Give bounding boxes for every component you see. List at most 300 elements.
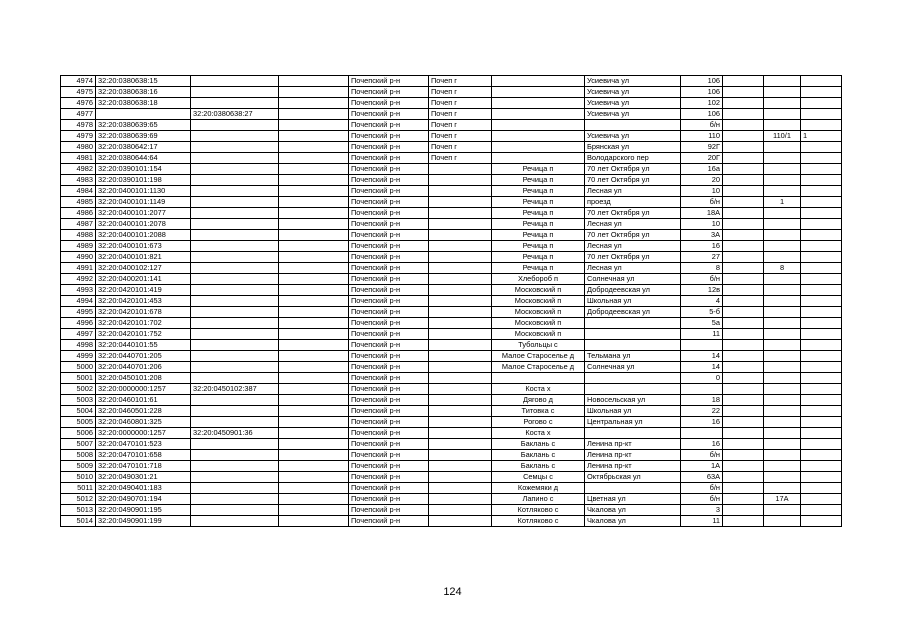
street-cell: Усиевича ул: [585, 87, 681, 98]
building-cell: [723, 219, 764, 230]
settlement-cell: Котляково с: [492, 516, 585, 527]
cadastral-number-alt-cell: [191, 208, 279, 219]
street-cell: 70 лет Октября ул: [585, 252, 681, 263]
cadastral-number-alt-cell: [191, 87, 279, 98]
settlement-cell: Московский п: [492, 318, 585, 329]
building-cell: [723, 428, 764, 439]
city-cell: [429, 340, 492, 351]
cadastral-number-alt-cell: 32:20:0380638:27: [191, 109, 279, 120]
apartment-cell: [801, 296, 842, 307]
table-row: [61, 153, 842, 164]
cadastral-number-alt-cell: [191, 263, 279, 274]
district-cell: Почепский р-н: [349, 252, 429, 263]
house-extra-cell: [764, 98, 801, 109]
city-cell: [429, 362, 492, 373]
row-number-cell: 4979: [61, 131, 96, 142]
cadastral-number-cell: [96, 109, 191, 120]
cadastral-number-cell: 32:20:0470101:658: [96, 450, 191, 461]
street-cell: Солнечная ул: [585, 274, 681, 285]
house-extra-cell: [764, 461, 801, 472]
house-extra-cell: [764, 175, 801, 186]
apartment-cell: [801, 395, 842, 406]
apartment-cell: [801, 98, 842, 109]
street-cell: Солнечная ул: [585, 362, 681, 373]
row-number-cell: 5013: [61, 505, 96, 516]
blank-cell-cell: [279, 296, 349, 307]
building-cell: [723, 285, 764, 296]
house-extra-cell: [764, 395, 801, 406]
building-cell: [723, 516, 764, 527]
row-number-cell: 4976: [61, 98, 96, 109]
settlement-cell: Речица п: [492, 219, 585, 230]
table-row: [61, 109, 842, 120]
district-cell: Почепский р-н: [349, 450, 429, 461]
row-number-cell: 4974: [61, 76, 96, 87]
city-cell: [429, 307, 492, 318]
row-number-cell: 4977: [61, 109, 96, 120]
settlement-cell: Московский п: [492, 307, 585, 318]
apartment-cell: [801, 76, 842, 87]
row-number-cell: 5005: [61, 417, 96, 428]
settlement-cell: Речица п: [492, 208, 585, 219]
city-cell: [429, 252, 492, 263]
cadastral-number-cell: 32:20:0420101:453: [96, 296, 191, 307]
house-extra-cell: [764, 164, 801, 175]
settlement-cell: Баклань с: [492, 461, 585, 472]
blank-cell-cell: [279, 131, 349, 142]
district-cell: Почепский р-н: [349, 307, 429, 318]
apartment-cell: [801, 197, 842, 208]
cadastral-number-cell: 32:20:0380638:18: [96, 98, 191, 109]
cadastral-number-cell: 32:20:0400101:2088: [96, 230, 191, 241]
building-cell: [723, 483, 764, 494]
street-cell: Центральная ул: [585, 417, 681, 428]
apartment-cell: [801, 252, 842, 263]
house-extra-cell: [764, 241, 801, 252]
row-number-cell: 4975: [61, 87, 96, 98]
table-row: [61, 252, 842, 263]
district-cell: Почепский р-н: [349, 131, 429, 142]
row-number-cell: 4982: [61, 164, 96, 175]
house-extra-cell: [764, 472, 801, 483]
cadastral-number-cell: 32:20:0380638:15: [96, 76, 191, 87]
blank-cell-cell: [279, 395, 349, 406]
apartment-cell: [801, 417, 842, 428]
cadastral-number-alt-cell: 32:20:0450901:36: [191, 428, 279, 439]
cadastral-number-alt-cell: [191, 153, 279, 164]
house-extra-cell: 1: [764, 197, 801, 208]
street-cell: Тельмана ул: [585, 351, 681, 362]
building-cell: [723, 406, 764, 417]
street-cell: [585, 340, 681, 351]
cadastral-number-cell: 32:20:0460101:61: [96, 395, 191, 406]
district-cell: Почепский р-н: [349, 351, 429, 362]
house-number-cell: 63А: [681, 472, 723, 483]
settlement-cell: Коста х: [492, 428, 585, 439]
table-row: [61, 285, 842, 296]
table-row: [61, 417, 842, 428]
cadastral-number-alt-cell: [191, 439, 279, 450]
building-cell: [723, 153, 764, 164]
house-extra-cell: [764, 340, 801, 351]
cadastral-number-cell: 32:20:0400101:2078: [96, 219, 191, 230]
district-cell: Почепский р-н: [349, 76, 429, 87]
blank-cell-cell: [279, 274, 349, 285]
table-row: [61, 461, 842, 472]
street-cell: Усиевича ул: [585, 131, 681, 142]
building-cell: [723, 373, 764, 384]
house-number-cell: [681, 428, 723, 439]
blank-cell-cell: [279, 87, 349, 98]
district-cell: Почепский р-н: [349, 472, 429, 483]
city-cell: Почеп г: [429, 76, 492, 87]
house-number-cell: 16: [681, 241, 723, 252]
settlement-cell: Лапино с: [492, 494, 585, 505]
apartment-cell: [801, 461, 842, 472]
house-number-cell: 20Г: [681, 153, 723, 164]
settlement-cell: Московский п: [492, 296, 585, 307]
cadastral-number-cell: 32:20:0490901:195: [96, 505, 191, 516]
settlement-cell: [492, 153, 585, 164]
street-cell: [585, 120, 681, 131]
city-cell: Почеп г: [429, 153, 492, 164]
table-row: [61, 362, 842, 373]
city-cell: [429, 164, 492, 175]
district-cell: Почепский р-н: [349, 230, 429, 241]
district-cell: Почепский р-н: [349, 461, 429, 472]
table-row: [61, 120, 842, 131]
apartment-cell: [801, 263, 842, 274]
cadastral-number-alt-cell: [191, 450, 279, 461]
table-row: [61, 516, 842, 527]
district-cell: Почепский р-н: [349, 197, 429, 208]
apartment-cell: 1: [801, 131, 842, 142]
cadastral-number-cell: 32:20:0440701:206: [96, 362, 191, 373]
blank-cell-cell: [279, 362, 349, 373]
building-cell: [723, 208, 764, 219]
house-extra-cell: [764, 351, 801, 362]
cadastral-number-alt-cell: [191, 98, 279, 109]
cadastral-number-cell: 32:20:0400201:141: [96, 274, 191, 285]
apartment-cell: [801, 373, 842, 384]
row-number-cell: 4986: [61, 208, 96, 219]
table-row: [61, 208, 842, 219]
house-extra-cell: [764, 186, 801, 197]
row-number-cell: 5012: [61, 494, 96, 505]
cadastral-number-alt-cell: [191, 142, 279, 153]
house-number-cell: 11: [681, 329, 723, 340]
cadastral-number-cell: 32:20:0380644:64: [96, 153, 191, 164]
cadastral-number-alt-cell: [191, 197, 279, 208]
city-cell: [429, 318, 492, 329]
city-cell: [429, 505, 492, 516]
building-cell: [723, 142, 764, 153]
district-cell: Почепский р-н: [349, 483, 429, 494]
house-extra-cell: [764, 274, 801, 285]
cadastral-number-alt-cell: [191, 461, 279, 472]
city-cell: [429, 373, 492, 384]
settlement-cell: Речица п: [492, 197, 585, 208]
settlement-cell: Речица п: [492, 175, 585, 186]
cadastral-number-cell: 32:20:0470101:523: [96, 439, 191, 450]
city-cell: [429, 219, 492, 230]
district-cell: Почепский р-н: [349, 516, 429, 527]
district-cell: Почепский р-н: [349, 406, 429, 417]
street-cell: Школьная ул: [585, 296, 681, 307]
district-cell: Почепский р-н: [349, 505, 429, 516]
row-number-cell: 4980: [61, 142, 96, 153]
house-number-cell: 106: [681, 76, 723, 87]
building-cell: [723, 186, 764, 197]
row-number-cell: 5014: [61, 516, 96, 527]
cadastral-number-alt-cell: [191, 505, 279, 516]
blank-cell-cell: [279, 153, 349, 164]
house-extra-cell: [764, 362, 801, 373]
settlement-cell: [492, 120, 585, 131]
building-cell: [723, 461, 764, 472]
building-cell: [723, 241, 764, 252]
house-extra-cell: [764, 153, 801, 164]
apartment-cell: [801, 505, 842, 516]
row-number-cell: 5009: [61, 461, 96, 472]
cadastral-number-cell: 32:20:0440101:55: [96, 340, 191, 351]
table-row: [61, 230, 842, 241]
settlement-cell: Коста х: [492, 384, 585, 395]
cadastral-number-alt-cell: [191, 351, 279, 362]
house-number-cell: 110: [681, 131, 723, 142]
house-number-cell: 11: [681, 516, 723, 527]
city-cell: [429, 439, 492, 450]
cadastral-number-cell: 32:20:0380639:69: [96, 131, 191, 142]
cadastral-number-alt-cell: [191, 373, 279, 384]
district-cell: Почепский р-н: [349, 362, 429, 373]
city-cell: [429, 472, 492, 483]
street-cell: Усиевича ул: [585, 76, 681, 87]
house-extra-cell: [764, 120, 801, 131]
house-number-cell: 16: [681, 417, 723, 428]
building-cell: [723, 197, 764, 208]
cadastral-number-alt-cell: [191, 472, 279, 483]
district-cell: Почепский р-н: [349, 340, 429, 351]
house-extra-cell: [764, 208, 801, 219]
table-row: [61, 307, 842, 318]
table-row: [61, 450, 842, 461]
table-row: [61, 98, 842, 109]
row-number-cell: 4995: [61, 307, 96, 318]
cadastral-number-alt-cell: [191, 406, 279, 417]
blank-cell-cell: [279, 285, 349, 296]
blank-cell-cell: [279, 505, 349, 516]
blank-cell-cell: [279, 494, 349, 505]
blank-cell-cell: [279, 340, 349, 351]
city-cell: [429, 241, 492, 252]
street-cell: Ленина пр-кт: [585, 461, 681, 472]
row-number-cell: 4981: [61, 153, 96, 164]
row-number-cell: 4990: [61, 252, 96, 263]
city-cell: [429, 175, 492, 186]
house-number-cell: 14: [681, 362, 723, 373]
settlement-cell: Баклань с: [492, 439, 585, 450]
row-number-cell: 4987: [61, 219, 96, 230]
district-cell: Почепский р-н: [349, 384, 429, 395]
street-cell: Усиевича ул: [585, 98, 681, 109]
cadastral-number-cell: 32:20:0400102:127: [96, 263, 191, 274]
blank-cell-cell: [279, 472, 349, 483]
blank-cell-cell: [279, 329, 349, 340]
house-number-cell: б/н: [681, 483, 723, 494]
settlement-cell: Речица п: [492, 241, 585, 252]
row-number-cell: 5000: [61, 362, 96, 373]
building-cell: [723, 98, 764, 109]
district-cell: Почепский р-н: [349, 164, 429, 175]
blank-cell-cell: [279, 164, 349, 175]
table-row: [61, 164, 842, 175]
table-row: [61, 406, 842, 417]
cadastral-number-alt-cell: [191, 285, 279, 296]
city-cell: [429, 461, 492, 472]
row-number-cell: 4993: [61, 285, 96, 296]
street-cell: 70 лет Октября ул: [585, 164, 681, 175]
blank-cell-cell: [279, 439, 349, 450]
row-number-cell: 5007: [61, 439, 96, 450]
building-cell: [723, 362, 764, 373]
building-cell: [723, 252, 764, 263]
cadastral-number-alt-cell: [191, 131, 279, 142]
building-cell: [723, 494, 764, 505]
house-extra-cell: [764, 109, 801, 120]
blank-cell-cell: [279, 318, 349, 329]
street-cell: Брянская ул: [585, 142, 681, 153]
table-row: [61, 274, 842, 285]
table-row: [61, 439, 842, 450]
table-row: [61, 296, 842, 307]
blank-cell-cell: [279, 483, 349, 494]
street-cell: [585, 483, 681, 494]
city-cell: [429, 494, 492, 505]
blank-cell-cell: [279, 461, 349, 472]
row-number-cell: 5001: [61, 373, 96, 384]
house-extra-cell: [764, 76, 801, 87]
house-number-cell: 5-б: [681, 307, 723, 318]
house-number-cell: 106: [681, 109, 723, 120]
house-extra-cell: [764, 406, 801, 417]
cadastral-number-cell: 32:20:0490701:194: [96, 494, 191, 505]
settlement-cell: Дягово д: [492, 395, 585, 406]
cadastral-number-alt-cell: [191, 340, 279, 351]
house-extra-cell: [764, 483, 801, 494]
settlement-cell: Московский п: [492, 329, 585, 340]
registry-table-body: [61, 76, 842, 527]
cadastral-number-cell: 32:20:0000000:1257: [96, 384, 191, 395]
cadastral-number-cell: 32:20:0490901:199: [96, 516, 191, 527]
blank-cell-cell: [279, 109, 349, 120]
city-cell: Почеп г: [429, 131, 492, 142]
apartment-cell: [801, 120, 842, 131]
street-cell: Володарского пер: [585, 153, 681, 164]
building-cell: [723, 505, 764, 516]
street-cell: Цветная ул: [585, 494, 681, 505]
street-cell: проезд: [585, 197, 681, 208]
district-cell: Почепский р-н: [349, 318, 429, 329]
table-row: [61, 197, 842, 208]
settlement-cell: [492, 142, 585, 153]
cadastral-number-cell: 32:20:0380638:16: [96, 87, 191, 98]
street-cell: 70 лет Октября ул: [585, 230, 681, 241]
house-extra-cell: [764, 384, 801, 395]
house-extra-cell: [764, 516, 801, 527]
apartment-cell: [801, 472, 842, 483]
house-extra-cell: [764, 87, 801, 98]
street-cell: [585, 329, 681, 340]
apartment-cell: [801, 406, 842, 417]
house-number-cell: 4: [681, 296, 723, 307]
apartment-cell: [801, 483, 842, 494]
house-number-cell: б/н: [681, 494, 723, 505]
district-cell: Почепский р-н: [349, 417, 429, 428]
apartment-cell: [801, 318, 842, 329]
house-number-cell: 27: [681, 252, 723, 263]
blank-cell-cell: [279, 406, 349, 417]
cadastral-number-cell: 32:20:0440701:205: [96, 351, 191, 362]
house-number-cell: [681, 384, 723, 395]
house-number-cell: 14: [681, 351, 723, 362]
row-number-cell: 5006: [61, 428, 96, 439]
house-extra-cell: [764, 439, 801, 450]
cadastral-number-alt-cell: [191, 362, 279, 373]
building-cell: [723, 131, 764, 142]
city-cell: [429, 417, 492, 428]
table-row: [61, 483, 842, 494]
table-row: [61, 263, 842, 274]
table-row: [61, 329, 842, 340]
settlement-cell: [492, 131, 585, 142]
building-cell: [723, 120, 764, 131]
row-number-cell: 5010: [61, 472, 96, 483]
cadastral-number-cell: 32:20:0400101:2077: [96, 208, 191, 219]
blank-cell-cell: [279, 252, 349, 263]
blank-cell-cell: [279, 230, 349, 241]
house-extra-cell: [764, 505, 801, 516]
street-cell: 70 лет Октября ул: [585, 208, 681, 219]
building-cell: [723, 351, 764, 362]
settlement-cell: Малое Староселье д: [492, 351, 585, 362]
cadastral-number-alt-cell: [191, 296, 279, 307]
settlement-cell: Речица п: [492, 164, 585, 175]
apartment-cell: [801, 230, 842, 241]
street-cell: Школьная ул: [585, 406, 681, 417]
house-extra-cell: 110/1: [764, 131, 801, 142]
city-cell: Почеп г: [429, 142, 492, 153]
blank-cell-cell: [279, 142, 349, 153]
row-number-cell: 5008: [61, 450, 96, 461]
table-row: [61, 87, 842, 98]
settlement-cell: Семцы с: [492, 472, 585, 483]
apartment-cell: [801, 109, 842, 120]
settlement-cell: Речица п: [492, 230, 585, 241]
row-number-cell: 4999: [61, 351, 96, 362]
table-row: [61, 175, 842, 186]
cadastral-number-alt-cell: [191, 483, 279, 494]
row-number-cell: 5003: [61, 395, 96, 406]
city-cell: [429, 186, 492, 197]
row-number-cell: 4998: [61, 340, 96, 351]
table-row: [61, 373, 842, 384]
district-cell: Почепский р-н: [349, 296, 429, 307]
street-cell: [585, 428, 681, 439]
blank-cell-cell: [279, 428, 349, 439]
apartment-cell: [801, 384, 842, 395]
street-cell: Лесная ул: [585, 186, 681, 197]
